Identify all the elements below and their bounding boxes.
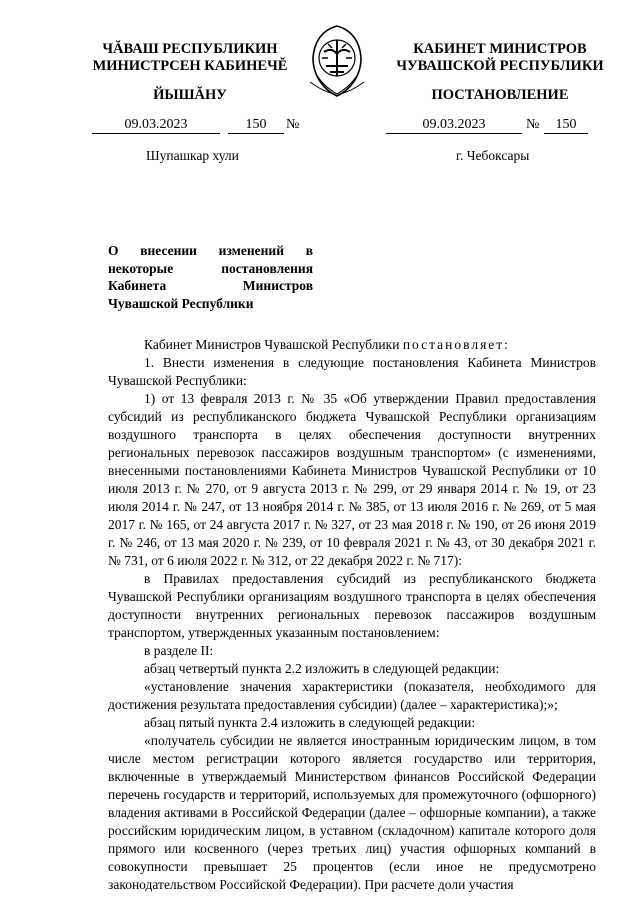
no-sign-right: № (526, 117, 540, 132)
doc-type-left: ЙЫШĂНУ (153, 87, 227, 103)
header-left-block (70, 41, 310, 75)
number-left: 150 (228, 117, 284, 134)
header-right-line1: КАБИНЕТ МИНИСТРОВ (413, 41, 587, 57)
intro-text: Кабинет Министров Чувашской Республики (144, 337, 403, 352)
header-right-line2: ЧУВАШСКОЙ РЕСПУБЛИКИ (396, 58, 604, 74)
paragraph-8: «получатель субсидии не является иностранным юридическим лицом, в том числе местом регистрации которого является государство или территория, включенные в утверждаемый Министерством финансов Российской Федерации перечень государств и территорий, используемых для промежуточного (офшорного) владения активами в Российской Федерации (далее – офшорные компании), а также российским юридическим лицом, в уставном (складочном) капитале которого доля прямого или косвенного (через третьих лиц) участия офшорных компаний в совокупности превышает 25 процентов (если иное не предусмотрено законодательством Российской Федерации). При расчете доли участия (108, 733, 596, 892)
header-left-line1: ЧĂВАШ РЕСПУБЛИКИН (102, 41, 278, 57)
chuvash-emblem-icon (304, 24, 370, 98)
paragraph-6: «установление значения характеристики (показателя, необходимого для достижения результата предоставления субсидии) (далее – характеристика);»; (108, 679, 596, 712)
registration-left (92, 117, 312, 135)
intro-paragraph (108, 336, 596, 354)
document-body (108, 336, 596, 894)
city-left: Шупашкар хули (146, 148, 239, 163)
registration-right (386, 117, 596, 135)
city-right: г. Чебоксары (456, 148, 530, 163)
paragraph-5: абзац четвертый пункта 2.2 изложить в следующей редакции: (144, 661, 500, 676)
number-right: 150 (544, 117, 588, 134)
document-subject: О внесении изменений в некоторые постановления Кабинета Министров Чувашской Республики (108, 243, 313, 311)
paragraph-3: в Правилах предоставления субсидий из республиканского бюджета Чувашской Республики организациям воздушного транспорта в целях обеспечения доступности внутренних региональных перевозок пассажиров воздушным транспортом, утвержденных указанным постановлением: (108, 571, 596, 640)
header-right-block (380, 41, 620, 75)
doc-type-right: ПОСТАНОВЛЕНИЕ (431, 87, 569, 103)
intro-decree-word: постановляет: (402, 337, 510, 352)
date-left: 09.03.2023 (92, 117, 220, 134)
no-sign-left: № (286, 117, 300, 132)
date-right: 09.03.2023 (386, 117, 522, 134)
header-left-line2: МИНИСТРСЕН КАБИНЕЧĔ (92, 58, 288, 74)
paragraph-4: в разделе II: (144, 643, 214, 658)
paragraph-2: 1) от 13 февраля 2013 г. № 35 «Об утверждении Правил предоставления субсидий из республиканского бюджета Чувашской Республики организациям воздушного транспорта в целях обеспечения доступности внутренних региональных перевозок пассажиров воздушным транспортом» (с изменениями, внесенными постановлениями Кабинета Министров Чувашской Республики от 10 июля 2013 г. № 270, от 9 августа 2013 г. № 299, от 29 января 2014 г. № 19, от 23 июля 2014 г. № 247, от 13 ноября 2014 г. № 385, от 13 июля 2016 г. № 269, от 5 мая 2017 г. № 165, от 24 августа 2017 г. № 327, от 23 мая 2018 г. № 190, от 26 июня 2019 г. № 246, от 13 мая 2020 г. № 239, от 10 февраля 2021 г. № 43, от 30 декабря 2021 г. № 731, от 6 июля 2022 г. № 312, от 22 декабря 2022 г. № 717): (108, 391, 596, 568)
paragraph-1: 1. Внести изменения в следующие постановления Кабинета Министров Чувашской Республики: (108, 355, 596, 388)
paragraph-7: абзац пятый пункта 2.4 изложить в следующей редакции: (144, 715, 476, 730)
